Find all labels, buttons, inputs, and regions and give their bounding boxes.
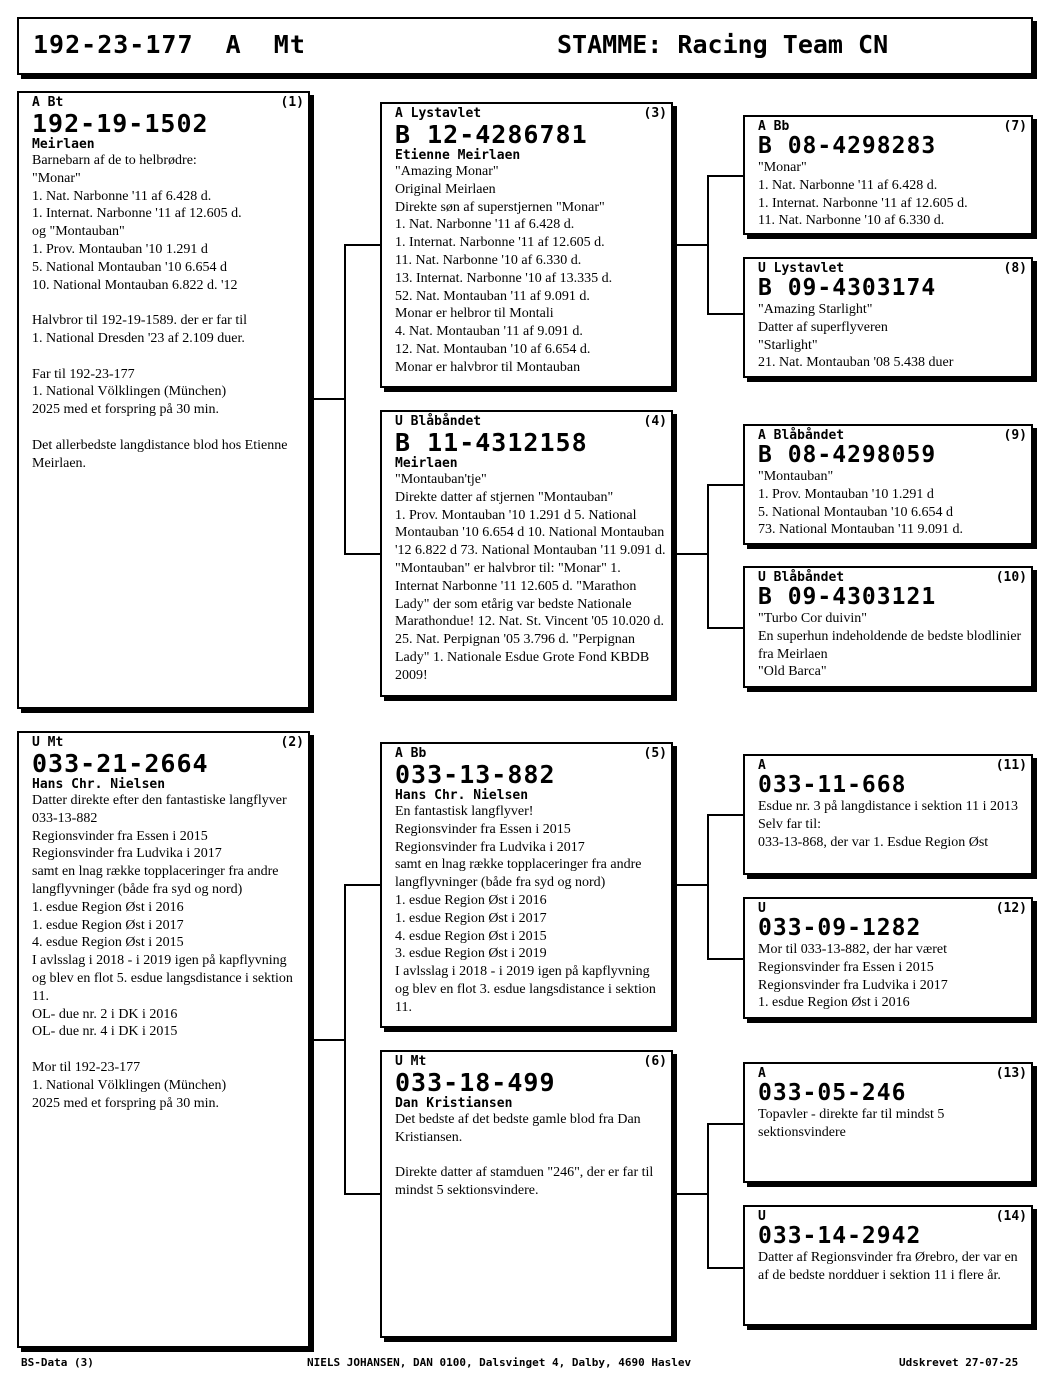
connector: [344, 884, 346, 1194]
connector: [344, 244, 381, 246]
bird-ring-number: 033-14-2942: [758, 1223, 922, 1249]
bird-breeder: Etienne Meirlaen: [395, 148, 521, 163]
bird-description: Datter af Regionsvinder fra Ørebro, der var en af de bedste nordduer i sektion 11 i flere år.: [758, 1250, 1018, 1283]
bird-number: (2): [280, 735, 304, 750]
bird-color-sex: U: [758, 1209, 766, 1224]
bird-color-sex: U Blåbåndet: [758, 570, 845, 585]
bird-color-sex: A Blåbåndet: [758, 428, 845, 443]
bird-breeder: Meirlaen: [395, 456, 458, 471]
connector: [707, 484, 709, 628]
connector: [707, 175, 709, 314]
pedigree-card-paternal-grandfather: [380, 102, 673, 388]
bird-color-sex: A Lystavlet: [395, 106, 482, 121]
pedigree-card-7: [743, 115, 1033, 235]
connector: [707, 814, 709, 959]
pedigree-card-paternal-grandmother: [380, 410, 673, 697]
bird-description: "Montauban" 1. Prov. Montauban '10 1.291 d 5. National Montauban '10 6.654 d 73. National Montauban '11 9.091 d.: [758, 469, 963, 538]
bird-color-sex: A Bt: [32, 95, 64, 110]
bird-number: (4): [643, 414, 667, 429]
pedigree-card-12: [743, 897, 1033, 1019]
bird-ring-number: 192-19-1502: [32, 109, 209, 138]
header-strain: STAMME: Racing Team CN: [557, 30, 889, 59]
pedigree-card-9: [743, 424, 1033, 545]
bird-ring-number: B 12-4286781: [395, 120, 588, 149]
bird-number: (1): [280, 95, 304, 110]
bird-ring-number: B 11-4312158: [395, 428, 588, 457]
bird-description: Topavler - direkte far til mindst 5 sektionsvindere: [758, 1107, 945, 1140]
bird-breeder: Hans Chr. Nielsen: [32, 777, 166, 792]
bird-number: (9): [1003, 428, 1027, 443]
bird-number: (13): [995, 1066, 1027, 1081]
bird-number: (5): [643, 746, 667, 761]
bird-description: "Amazing Monar" Original Meirlaen Direkte søn af superstjernen "Monar" 1. Nat. Narbonne '11 af 6.428 d. 1. Internat. Narbonne '11 af 12.605 d. 11. Nat. Narbonne '10 af 6.330 d. 13. Internat. Narbonne '10 af 13.335 d. 52. Nat. Montauban '11 af 9.091 d. Monar er helbror til Montali 4. Nat. Montauban '11 af 9.091 d. 12. Nat. Montauban '10 af 6.654 d. Monar er halvbror til Montauban: [395, 164, 613, 375]
connector: [707, 313, 744, 315]
bird-color-sex: U: [758, 901, 766, 916]
bird-ring-number: B 09-4303174: [758, 275, 937, 301]
bird-number: (11): [995, 758, 1027, 773]
bird-color-sex: U Mt: [395, 1054, 427, 1069]
bird-color-sex: A: [758, 1066, 766, 1081]
bird-ring-number: 033-11-668: [758, 772, 907, 798]
pedigree-header: [17, 17, 1033, 75]
bird-description: "Monar" 1. Nat. Narbonne '11 af 6.428 d. 1. Internat. Narbonne '11 af 12.605 d. 11. Nat. Narbonne '10 af 6.330 d.: [758, 160, 968, 229]
bird-number: (3): [643, 106, 667, 121]
bird-breeder: Meirlaen: [32, 137, 95, 152]
bird-color-sex: A Bb: [758, 119, 790, 134]
connector: [673, 1193, 708, 1195]
connector: [344, 244, 346, 554]
pedigree-card-11: [743, 754, 1033, 875]
bird-number: (6): [643, 1054, 667, 1069]
bird-description: En fantastisk langflyver! Regionsvinder fra Essen i 2015 Regionsvinder fra Ludvika i 2017 samt en lnag række topplaceringer fra andre langflyvninger (både fra syd og nord) 1. esdue Region Øst i 2016 1. esdue Region Øst i 2017 4. esdue Region Øst i 2015 3. esdue Region Øst i 2019 I avlsslag i 2018 - i 2019 igen på kapflyvning og blev en flot 3. esdue langsdistance i sektion 11.: [395, 804, 656, 1015]
connector: [707, 1123, 744, 1125]
bird-breeder: Hans Chr. Nielsen: [395, 788, 529, 803]
header-ring-number: 192-23-177 A Mt: [33, 30, 306, 59]
bird-description: "Amazing Starlight" Datter af superflyveren "Starlight" 21. Nat. Montauban '08 5.438 duer: [758, 302, 954, 371]
bird-ring-number: 033-18-499: [395, 1068, 556, 1097]
connector: [673, 553, 708, 555]
bird-description: Datter direkte efter den fantastiske langflyver 033-13-882 Regionsvinder fra Essen i 2015 Regionsvinder fra Ludvika i 2017 samt en lnag række topplaceringer fra andre langflyvninger (både fra syd og nord) 1. esdue Region Øst i 2016 1. esdue Region Øst i 2017 4. esdue Region Øst i 2015 I avlsslag i 2018 - i 2019 igen på kapflyvning og blev en flot 5. esdue langsdistance i sektion 11. OL- due nr. 2 i DK i 2016 OL- due nr. 4 i DK i 2015 Mor til 192-23-177 1. National Völklingen (München) 2025 med et forspring på 30 min.: [32, 793, 293, 1111]
pedigree-card-14: [743, 1205, 1033, 1326]
pedigree-card-maternal-grandfather: [380, 742, 673, 1028]
bird-description: Esdue nr. 3 på langdistance i sektion 11 i 2013 Selv far til: 033-13-868, der var 1. Esdue Region Øst: [758, 799, 1018, 850]
bird-color-sex: U Lystavlet: [758, 261, 845, 276]
bird-description: "Montauban'tje" Direkte datter af stjernen "Montauban" 1. Prov. Montauban '10 1.291 d 5. National Montauban '10 6.654 d 10. National Montauban '12 6.822 d 73. National Montauban '11 9.091 d. "Montauban" er halvbror til: "Monar" 1. Internat Narbonne '11 12.605 d. "Marathon Lady" der som etårig var bedste Nationale Marathondue! 12. Nat. St. Vincent '05 10.020 d. 25. Nat. Perpignan '05 3.796 d. "Perpignan Lady" 1. Nationale Esdue Grote Fond KBDB 2009!: [395, 472, 666, 683]
bird-color-sex: U Mt: [32, 735, 64, 750]
connector: [344, 884, 381, 886]
bird-ring-number: B 08-4298283: [758, 133, 937, 159]
bird-description: "Turbo Cor duivin" En superhun indeholdende de bedste blodlinier fra Meirlaen "Old Barca": [758, 611, 1022, 680]
connector: [310, 1039, 345, 1041]
pedigree-card-maternal-grandmother: [380, 1050, 673, 1338]
bird-ring-number: 033-05-246: [758, 1080, 907, 1106]
connector: [344, 553, 381, 555]
bird-number: (8): [1003, 261, 1027, 276]
bird-color-sex: U Blåbåndet: [395, 414, 482, 429]
footer-owner-address: NIELS JOHANSEN, DAN 0100, Dalsvinget 4, Dalby, 4690 Haslev: [307, 1356, 692, 1369]
connector: [707, 627, 744, 629]
bird-number: (12): [995, 901, 1027, 916]
connector: [707, 814, 744, 816]
bird-color-sex: A: [758, 758, 766, 773]
bird-ring-number: 033-13-882: [395, 760, 556, 789]
connector: [673, 884, 708, 886]
pedigree-card-13: [743, 1062, 1033, 1183]
connector: [707, 484, 744, 486]
bird-ring-number: B 09-4303121: [758, 584, 937, 610]
bird-number: (7): [1003, 119, 1027, 134]
bird-description: Mor til 033-13-882, der har været Regionsvinder fra Essen i 2015 Regionsvinder fra Ludvika i 2017 1. esdue Region Øst i 2016: [758, 942, 948, 1011]
bird-breeder: Dan Kristiansen: [395, 1096, 513, 1111]
connector: [707, 175, 744, 177]
bird-ring-number: 033-21-2664: [32, 749, 209, 778]
connector: [707, 958, 744, 960]
connector: [707, 1123, 709, 1268]
bird-color-sex: A Bb: [395, 746, 427, 761]
pedigree-card-mother: [17, 731, 310, 1348]
pedigree-card-8: [743, 257, 1033, 378]
bird-number: (14): [995, 1209, 1027, 1224]
connector: [707, 1267, 744, 1269]
footer-print-date: Udskrevet 27-07-25: [899, 1356, 1019, 1369]
connector: [344, 1193, 381, 1195]
bird-ring-number: 033-09-1282: [758, 915, 922, 941]
bird-description: Barnebarn af de to helbrødre: "Monar" 1. Nat. Narbonne '11 af 6.428 d. 1. Internat. Narbonne '11 af 12.605 d. og "Montauban" 1. Prov. Montauban '10 1.291 d 5. National Montauban '10 6.654 d 10. National Montauban 6.822 d. '12 Halvbror til 192-19-1589. der er far til 1. National Dresden '23 af 2.109 duer. Far til 192-23-177 1. National Völklingen (München) 2025 med et forspring på 30 min. Det allerbedste langdistance blod hos Etienne Meirlaen.: [32, 153, 288, 471]
footer-left: BS-Data (3): [21, 1356, 94, 1369]
bird-number: (10): [995, 570, 1027, 585]
connector: [673, 244, 708, 246]
pedigree-card-10: [743, 566, 1033, 688]
pedigree-card-father: [17, 91, 310, 709]
bird-description: Det bedste af det bedste gamle blod fra Dan Kristiansen. Direkte datter af stamduen "246", der er far til mindst 5 sektionsvindere.: [395, 1112, 654, 1199]
bird-ring-number: B 08-4298059: [758, 442, 937, 468]
